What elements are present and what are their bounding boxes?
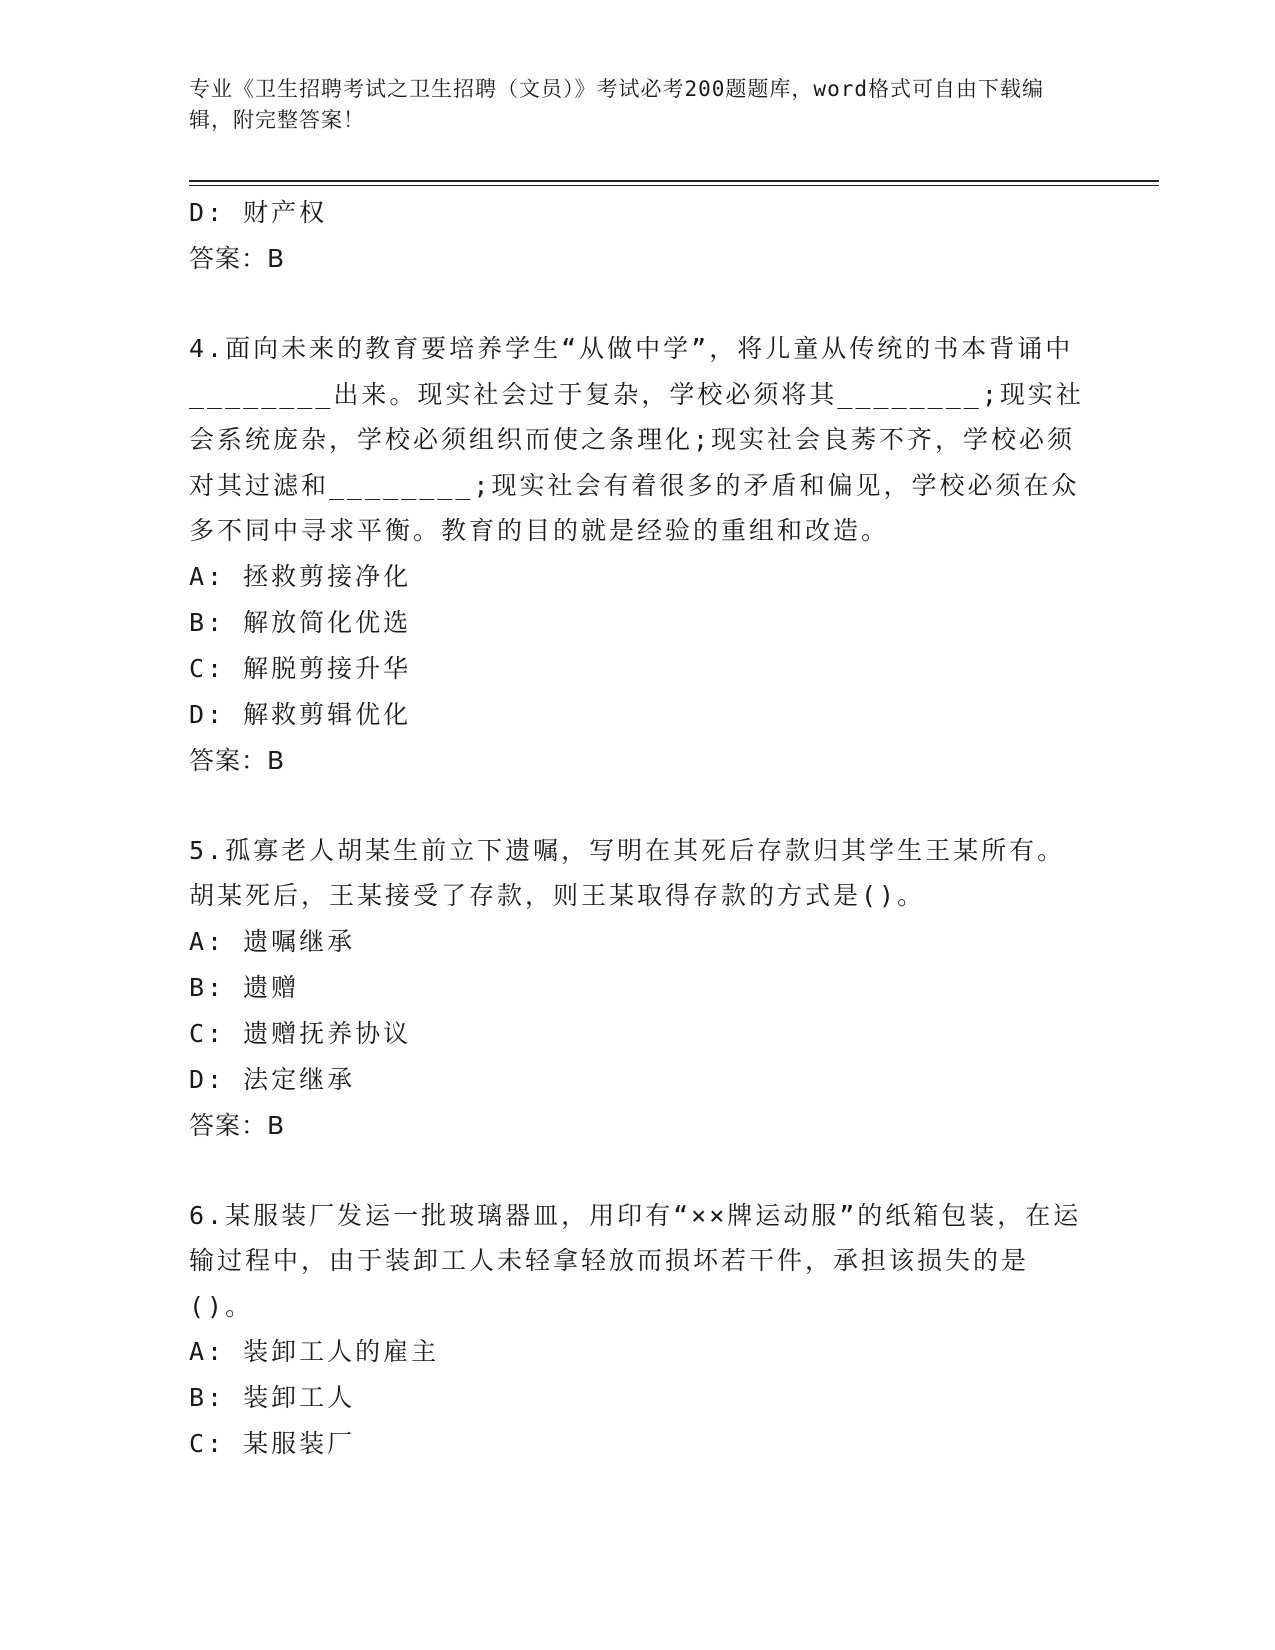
option-d: D: 解救剪辑优化: [189, 699, 412, 729]
option-c: C: 遗赠抚养协议: [189, 1018, 412, 1048]
option-c: C: 解脱剪接升华: [189, 653, 412, 683]
option-d: D: 财产权: [189, 198, 328, 227]
option-b: B: 装卸工人: [189, 1383, 356, 1412]
document-header: 专业《卫生招聘考试之卫生招聘（文员）》考试必考200题题库，word格式可自由下载编辑，附完整答案！: [189, 77, 1044, 132]
header-divider-thin: [189, 185, 1159, 186]
option-b: B: 遗赠: [189, 972, 300, 1002]
option-a: A: 拯救剪接净化: [189, 561, 412, 591]
question-5: [189, 828, 1089, 1149]
option-c: C: 某服装厂: [189, 1429, 356, 1458]
question-stem: 5.孤寡老人胡某生前立下遗嘱，写明在其死后存款归其学生王某所有。胡某死后，王某接受了存款，则王某取得存款的方式是()。: [189, 835, 1066, 910]
question-6: [189, 1193, 1089, 1468]
question-4: [189, 326, 1089, 784]
question-stem: 4.面向未来的教育要培养学生“从做中学”，将儿童从传统的书本背诵中________出来。现实社会过于复杂，学校必须将其________;现实社会系统庞杂，学校必须组织而使之条理化;现实社会良莠不齐，学校必须对其过滤和________;现实社会有着很多的矛盾和偏见，学校必须在众多不同中寻求平衡。教育的目的就是经验的重组和改造。: [189, 334, 1084, 545]
question-3-continued: [189, 190, 1089, 282]
question-stem: 6.某服装厂发运一批玻璃器皿，用印有“××牌运动服”的纸箱包装，在运输过程中，由于装卸工人未轻拿轻放而损坏若干件，承担该损失的是()。: [189, 1200, 1082, 1321]
answer-line: 答案：B: [189, 244, 286, 273]
option-d: D: 法定继承: [189, 1064, 356, 1094]
option-a: A: 遗嘱继承: [189, 926, 356, 956]
option-a: A: 装卸工人的雇主: [189, 1337, 440, 1366]
answer-line: 答案：B: [189, 745, 286, 775]
answer-line: 答案：B: [189, 1110, 286, 1140]
header-divider-thick: [189, 180, 1159, 182]
option-b: B: 解放简化优选: [189, 607, 412, 637]
document-body: [189, 190, 1089, 1467]
